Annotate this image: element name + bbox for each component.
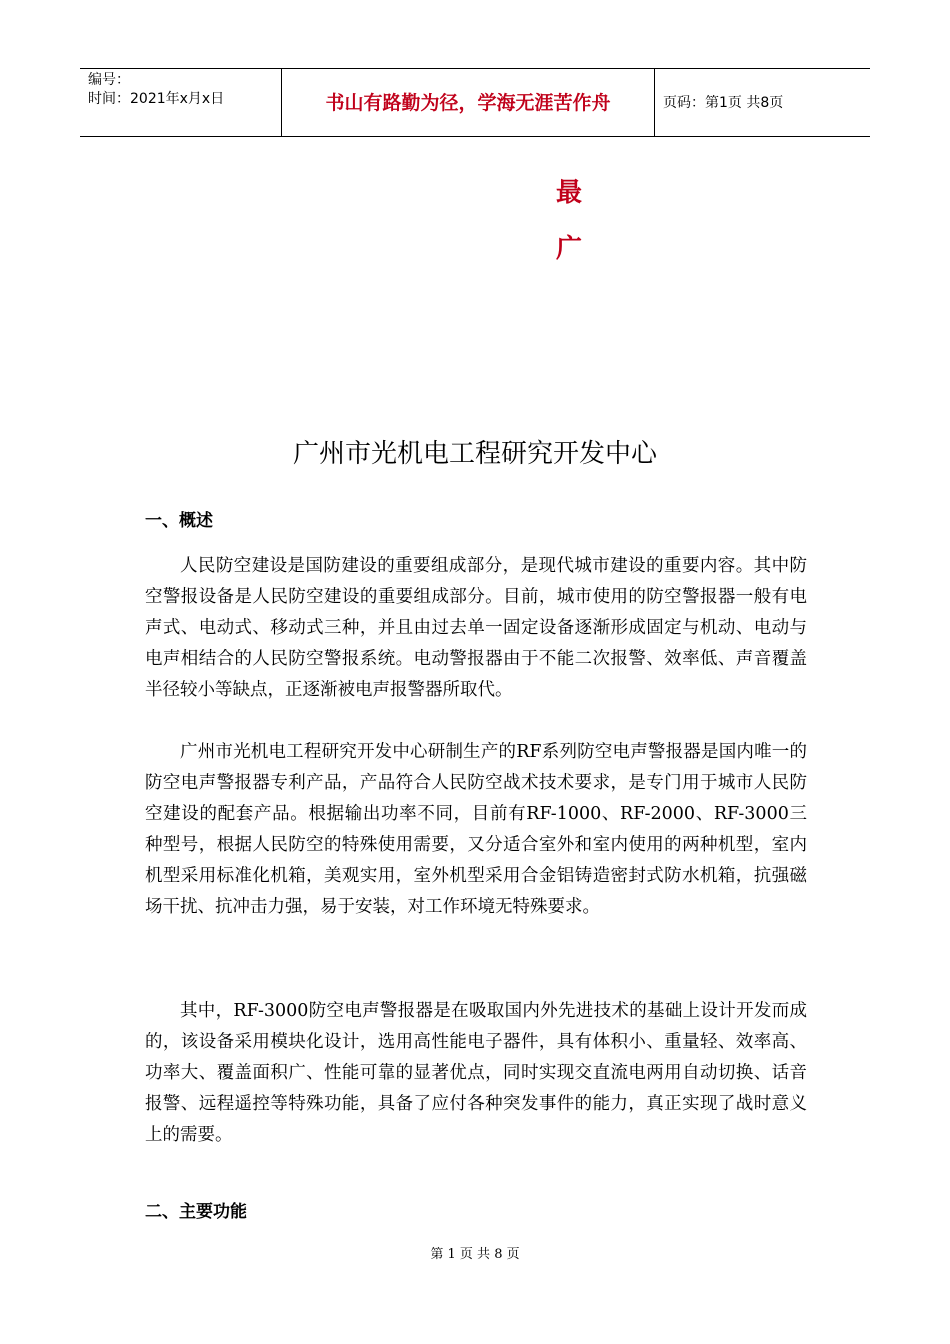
decor-red-char-1: 最	[555, 178, 582, 208]
header-page-cell	[655, 69, 870, 136]
header-motto: 书山有路勤为径，学海无涯苦作舟	[325, 92, 611, 114]
header-motto-cell	[282, 69, 655, 136]
page-footer: 第 1 页 共 8 页	[430, 1247, 520, 1262]
paragraph-overview-2: 广州市光机电工程研究开发中心研制生产的RF系列防空电声警报器是国内唯一的防空电声警报器专利产品，产品符合人民防空战术技术要求，是专门用于城市人民防空建设的配套产品。根据输出功率不同，目前有RF-1000、RF-2000、RF-3000三种型号，根据人民防空的特殊使用需要，又分适合室外和室内使用的两种机型，室内机型采用标准化机箱，美观实用，室外机型采用合金铝铸造密封式防水机箱，抗强磁场干扰、抗冲击力强，易于安装，对工作环境无特殊要求。	[145, 742, 807, 917]
paragraph-overview-1: 人民防空建设是国防建设的重要组成部分，是现代城市建设的重要内容。其中防空警报设备是人民防空建设的重要组成部分。目前，城市使用的防空警报器一般有电声式、电动式、移动式三种，并且由过去单一固定设备逐渐形成固定与机动、电动与电声相结合的人民防空警报系统。电动警报器由于不能二次报警、效率低、声音覆盖半径较小等缺点，正逐渐被电声报警器所取代。	[145, 556, 807, 700]
paragraph-overview-3: 其中，RF-3000防空电声警报器是在吸取国内外先进技术的基础上设计开发而成的，该设备采用模块化设计，选用高性能电子器件，具有体积小、重量轻、效率高、功率大、覆盖面积广、性能可靠的显著优点，同时实现交直流电两用自动切换、话音报警、远程遥控等特殊功能，具备了应付各种突发事件的能力，真正实现了战时意义上的需要。	[145, 1001, 807, 1145]
document-number-label: 编号：	[88, 72, 130, 88]
document-title: 广州市光机电工程研究开发中心	[292, 439, 657, 469]
document-time-label: 时间：2021年x月x日	[88, 91, 225, 107]
header-meta-cell	[80, 69, 282, 136]
section-heading-functions: 二、主要功能	[145, 1202, 247, 1222]
section-heading-overview: 一、概述	[145, 511, 213, 531]
page-header	[80, 68, 870, 137]
decor-red-char-2: 广	[555, 234, 582, 264]
header-page-info: 页码：第1页 共8页	[663, 95, 784, 111]
